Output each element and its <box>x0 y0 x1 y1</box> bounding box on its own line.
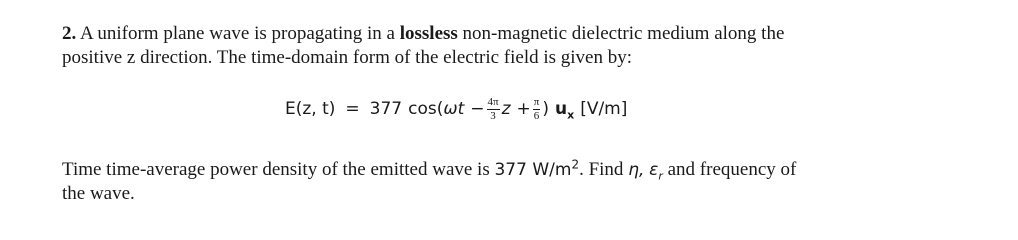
eq-equals: = <box>345 98 360 119</box>
question-line-2: the wave. <box>62 183 135 204</box>
eq-plus: + <box>516 98 531 119</box>
unit-vector-u: u <box>554 98 568 119</box>
eq-units: [V/m] <box>580 98 628 119</box>
frac2-denominator: 6 <box>533 110 540 122</box>
question-text-c: and frequency of <box>667 159 797 180</box>
question-text-a: Time time-average power density of the emitted wave is <box>62 159 490 180</box>
eq-func: cos( <box>408 98 444 119</box>
frac2-numerator: π <box>533 96 540 108</box>
power-value-text: 377 W/m <box>494 160 572 180</box>
eq-fraction-pi-over-6 <box>533 97 541 122</box>
power-value-exponent: 2 <box>571 157 580 172</box>
frac1-denominator: 3 <box>490 110 496 122</box>
frac1-numerator: 4π <box>487 96 499 108</box>
eq-minus: − <box>470 98 485 119</box>
intro-line-2: positive z direction. The time-domain form of the electric field is given by: <box>62 47 633 68</box>
problem-statement <box>62 22 962 70</box>
eq-omega-t: ωt <box>443 98 465 119</box>
intro-text-b: non-magnetic dielectric medium along the <box>462 23 785 44</box>
eq-amplitude: 377 <box>369 98 403 119</box>
intro-bold-word: lossless <box>399 23 458 44</box>
epsilon-char: ε <box>649 160 659 180</box>
eq-close-paren: ) <box>542 98 549 119</box>
eq-z: z <box>501 98 511 119</box>
epsilon-subscript: r <box>658 169 663 183</box>
eq-fraction-4pi-over-3 <box>487 97 500 122</box>
eta-symbol: η, <box>628 160 645 180</box>
eq-lhs: E(z, t) <box>285 98 336 119</box>
intro-text-a: A uniform plane wave is propagating in a <box>79 23 395 44</box>
question-text <box>62 158 962 206</box>
epsilon-symbol <box>649 160 663 183</box>
question-text-b: . Find <box>579 159 624 180</box>
electric-field-equation <box>285 96 627 121</box>
eq-unit-vector <box>555 99 574 119</box>
problem-number: 2. <box>62 23 77 44</box>
power-density-value <box>494 157 580 180</box>
unit-vector-subscript: x <box>567 107 575 121</box>
